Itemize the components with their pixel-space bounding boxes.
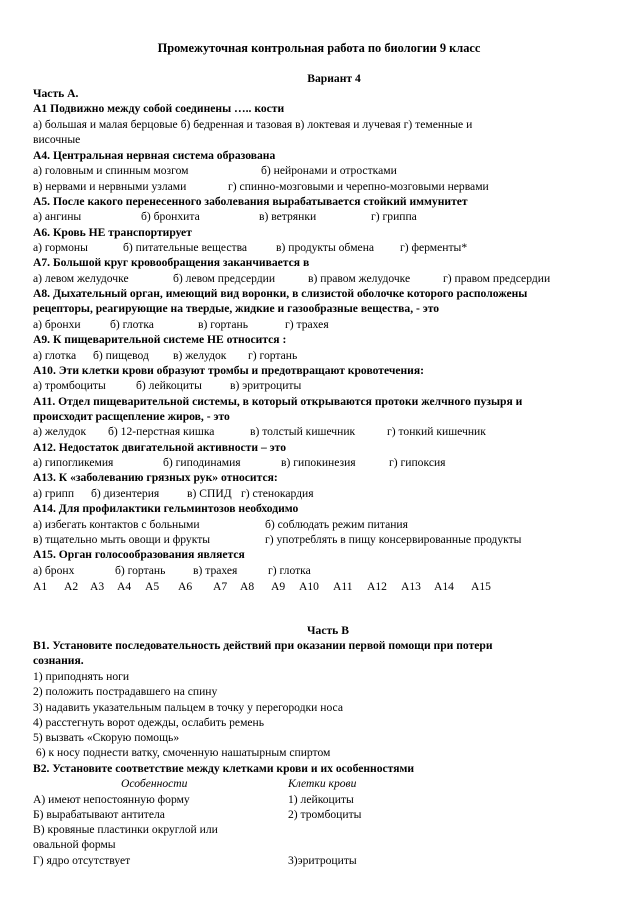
option-c: в) эритроциты: [230, 379, 302, 392]
option-b: б) нейронами и отростками: [261, 164, 397, 177]
option-d: г) гортань: [248, 349, 298, 362]
option-d: г) спинно-мозговыми и черепно-мозговыми нервами: [228, 180, 489, 193]
option-a: а) бронх: [33, 564, 75, 577]
b2-col-cells: Клетки крови: [288, 777, 357, 790]
option-b: б) глотка: [110, 318, 154, 331]
option-b: б) гортань: [115, 564, 166, 577]
answer-cell: А14: [434, 580, 454, 593]
question-a1: А1 Подвижно между собой соединены ….. кости: [33, 102, 285, 115]
option-d: г) гипоксия: [389, 456, 446, 469]
variant-label: Вариант 4: [307, 72, 361, 85]
answers-a1-line2: височные: [33, 133, 81, 146]
option-c: в) ветрянки: [259, 210, 317, 223]
question-b1-cont: сознания.: [33, 654, 84, 667]
option-b: б) лейкоциты: [136, 379, 202, 392]
b2-cell: 2) тромбоциты: [288, 808, 362, 821]
option-a: а) бронхи: [33, 318, 81, 331]
option-d: г) употреблять в пищу консервированные продукты: [265, 533, 522, 546]
option-d: г) гриппа: [371, 210, 417, 223]
question-a13: А13. К «заболеванию грязных рук» относится:: [33, 471, 278, 484]
b1-step: 5) вызвать «Скорую помощь»: [33, 731, 180, 744]
question-a12: А12. Недостаток двигательной активности – это: [33, 441, 286, 454]
answer-cell: А2: [64, 580, 79, 593]
answer-cell: А11: [333, 580, 353, 593]
question-a5: А5. После какого перенесенного заболевания вырабатывается стойкий иммунитет: [33, 195, 468, 208]
question-a14: А14. Для профилактики гельминтозов необходимо: [33, 502, 299, 515]
b2-feature: А) имеют непостоянную форму: [33, 793, 190, 806]
b2-cell: 1) лейкоциты: [288, 793, 354, 806]
question-a15: А15. Орган голосообразования является: [33, 548, 245, 561]
option-b: б) левом предсердии: [173, 272, 276, 285]
option-b: б) питательные вещества: [123, 241, 248, 254]
option-c: в) СПИД: [187, 487, 232, 500]
question-a9: А9. К пищеварительной системе НЕ относится :: [33, 333, 287, 346]
question-b1: В1. Установите последовательность действий при оказании первой помощи при потери: [33, 639, 493, 652]
option-a: а) гормоны: [33, 241, 88, 254]
option-c: в) правом желудочке: [308, 272, 411, 285]
b1-step: 2) положить пострадавшего на спину: [33, 685, 218, 698]
option-a: а) ангины: [33, 210, 82, 223]
option-c: в) гипокинезия: [281, 456, 356, 469]
answer-cell: А8: [240, 580, 255, 593]
answer-cell: А4: [117, 580, 132, 593]
option-d: г) стенокардия: [241, 487, 314, 500]
answer-cell: А9: [271, 580, 286, 593]
option-c: в) тщательно мыть овощи и фрукты: [33, 533, 211, 546]
option-a: а) глотка: [33, 349, 77, 362]
option-b: б) дизентерия: [91, 487, 160, 500]
option-d: г) глотка: [268, 564, 311, 577]
option-d: г) трахея: [285, 318, 329, 331]
option-c: в) гортань: [198, 318, 248, 331]
question-a10: А10. Эти клетки крови образуют тромбы и предотвращают кровотечения:: [33, 364, 424, 377]
option-d: г) правом предсердии: [443, 272, 551, 285]
answer-cell: А13: [401, 580, 421, 593]
option-a: а) гипогликемия: [33, 456, 114, 469]
question-a11-cont: происходит расщепление жиров, - это: [33, 410, 230, 423]
question-a11: А11. Отдел пищеварительной системы, в который открываются протоки желчного пузыря и: [33, 395, 523, 408]
b2-feature: Б) вырабатывают антитела: [33, 808, 165, 821]
option-a: а) левом желудочке: [33, 272, 129, 285]
option-b: б) гиподинамия: [163, 456, 241, 469]
answer-cell: А3: [90, 580, 105, 593]
part-b-heading: Часть В: [307, 624, 349, 637]
b2-feature: В) кровяные пластинки округлой или: [33, 823, 218, 836]
answer-cell: А12: [367, 580, 387, 593]
b1-step: 1) приподнять ноги: [33, 670, 130, 683]
option-b: б) 12-перстная кишка: [108, 425, 215, 438]
question-a4: А4. Центральная нервная система образована: [33, 149, 276, 162]
option-b: б) пищевод: [93, 349, 149, 362]
b1-step: 3) надавить указательным пальцем в точку у перегородки носа: [33, 701, 343, 714]
option-b: б) соблюдать режим питания: [265, 518, 408, 531]
b2-feature: Г) ядро отсутствует: [33, 854, 131, 867]
answer-cell: А10: [299, 580, 319, 593]
option-c: в) желудок: [173, 349, 227, 362]
b2-cell: 3)эритроциты: [288, 854, 357, 867]
question-a8: А8. Дыхательный орган, имеющий вид воронки, в слизистой оболочке которого расположены: [33, 287, 528, 300]
option-c: в) нервами и нервными узлами: [33, 180, 187, 193]
answer-cell: А5: [145, 580, 160, 593]
answers-a1-line1: а) большая и малая берцовые б) бедренная и тазовая в) локтевая и лучевая г) теменные и: [33, 118, 473, 131]
option-a: а) желудок: [33, 425, 87, 438]
question-a6: А6. Кровь НЕ транспортирует: [33, 226, 192, 239]
option-a: а) головным и спинным мозгом: [33, 164, 189, 177]
option-d: г) тонкий кишечник: [387, 425, 486, 438]
option-a: а) тромбоциты: [33, 379, 106, 392]
b1-step: 4) расстегнуть ворот одежды, ослабить ремень: [33, 716, 265, 729]
option-c: в) толстый кишечник: [250, 425, 356, 438]
question-a8-cont: рецепторы, реагирующие на твердые, жидкие и газообразные вещества, - это: [33, 302, 440, 315]
answer-cell: А15: [471, 580, 491, 593]
answer-cell: А7: [213, 580, 228, 593]
option-b: б) бронхита: [141, 210, 200, 223]
answer-cell: А6: [178, 580, 193, 593]
option-a: а) избегать контактов с больными: [33, 518, 200, 531]
question-a7: А7. Большой круг кровообращения заканчивается в: [33, 256, 310, 269]
b2-col-features: Особенности: [121, 777, 188, 790]
page-title: Промежуточная контрольная работа по биологии 9 класс: [157, 41, 481, 55]
b1-step: 6) к носу поднести ватку, смоченную нашатырным спиртом: [33, 746, 331, 759]
question-b2: В2. Установите соответствие между клетками крови и их особенностями: [33, 762, 415, 775]
option-d: г) ферменты*: [400, 241, 468, 254]
option-a: а) грипп: [33, 487, 75, 500]
option-c: в) трахея: [193, 564, 238, 577]
answer-cell: А1: [33, 580, 48, 593]
part-a-heading: Часть А.: [33, 87, 79, 100]
b2-feature: овальной формы: [33, 838, 116, 851]
option-c: в) продукты обмена: [276, 241, 375, 254]
